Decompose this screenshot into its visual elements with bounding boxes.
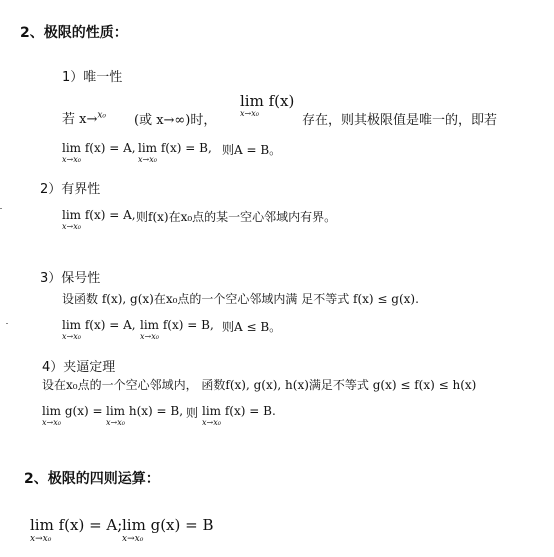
scan-speck — [6, 323, 8, 324]
sign-preservation-limit-a: lim f(x) = A, x→x₀ — [62, 318, 136, 341]
squeeze-limit-h: lim h(x) = B, x→x₀ — [106, 404, 184, 427]
uniqueness-line1-middle: (或 x→∞)时， — [134, 113, 217, 128]
arithmetic-limit-f: lim f(x) = A; x→x₀ — [30, 516, 123, 544]
squeeze-limit-g: lim g(x) = x→x₀ — [42, 404, 103, 427]
sign-preservation-limit-b: lim f(x) = B, x→x₀ — [140, 318, 214, 341]
boundedness-heading: 2）有界性 — [40, 182, 101, 197]
uniqueness-limit-b: lim f(x) = B, x→x₀ — [138, 141, 212, 164]
scan-speck — [0, 208, 2, 209]
uniqueness-line1-start: 若 x→$^{x_0}$ — [62, 110, 107, 127]
uniqueness-conclusion: 则A = B。 — [222, 143, 282, 157]
section-title-arithmetic: 2、极限的四则运算： — [24, 471, 160, 487]
uniqueness-limit-expression: lim f(x) x→x₀ — [240, 92, 295, 118]
sign-preservation-heading: 3）保号性 — [40, 271, 101, 286]
uniqueness-limit-a: lim f(x) = A, x→x₀ — [62, 141, 136, 164]
section-title-properties: 2、极限的性质： — [20, 25, 128, 41]
uniqueness-line1-end: 存在，则其极限值是唯一的，即若 — [302, 113, 498, 128]
squeeze-theorem-heading: 4）夹逼定理 — [42, 360, 116, 375]
boundedness-limit: lim f(x) = A, x→x₀ — [62, 208, 136, 231]
squeeze-then-word: 则 — [186, 406, 199, 420]
sign-preservation-condition: 设函数 f(x), g(x)在x₀点的一个空心邻域内满 足不等式 f(x) ≤ g(x). — [62, 292, 419, 306]
sign-preservation-conclusion: 则A ≤ B。 — [222, 320, 282, 334]
uniqueness-heading: 1）唯一性 — [62, 70, 123, 85]
arithmetic-limit-g: lim g(x) = B x→x₀ — [122, 516, 214, 544]
squeeze-theorem-condition: 设在x₀点的一个空心邻域内， 函数f(x), g(x), h(x)满足不等式 g(x) ≤ f(x) ≤ h(x) — [42, 378, 477, 392]
boundedness-conclusion: 则f(x)在x₀点的某一空心邻域内有界。 — [136, 210, 337, 224]
squeeze-limit-f: lim f(x) = B. x→x₀ — [202, 404, 276, 427]
